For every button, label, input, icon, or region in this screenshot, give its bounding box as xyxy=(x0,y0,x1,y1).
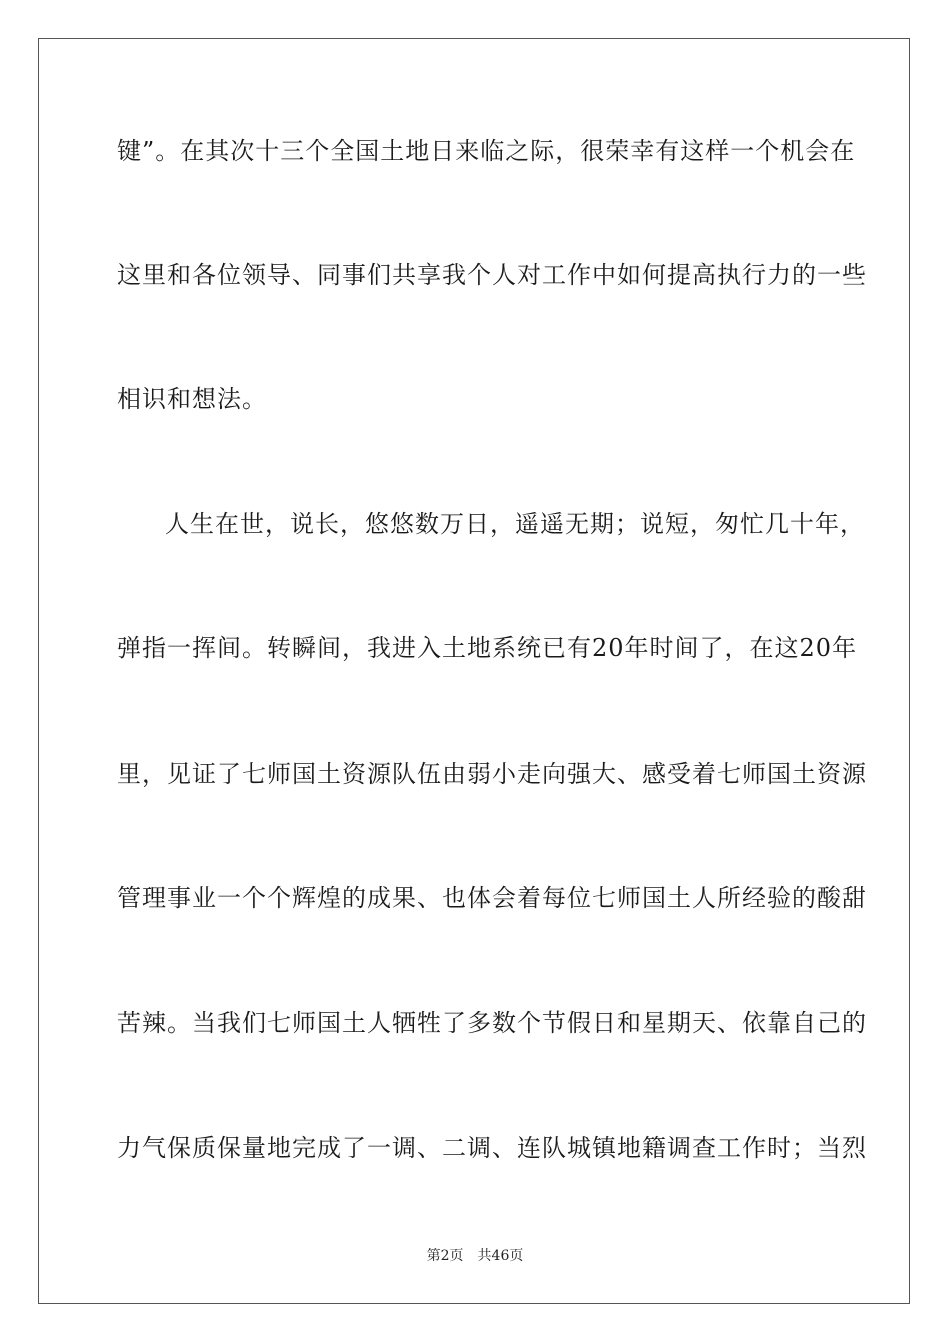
body-text-line-1: 键”。在其次十三个全国土地日来临之际，很荣幸有这样一个机会在 xyxy=(117,137,856,165)
body-text-line-6: 里，见证了七师国土资源队伍由弱小走向强大、感受着七师国土资源 xyxy=(117,760,867,788)
page-border xyxy=(38,38,910,1304)
page-total: 共46页 xyxy=(477,1248,524,1264)
body-text-line-7: 管理事业一个个辉煌的成果、也体会着每位七师国土人所经验的酸甜 xyxy=(117,884,867,912)
body-text-line-2: 这里和各位领导、同事们共享我个人对工作中如何提高执行力的一些 xyxy=(117,261,867,289)
body-text-line-3: 相识和想法。 xyxy=(117,385,267,413)
body-text-line-4: 人生在世，说长，悠悠数万日，遥遥无期；说短，匆忙几十年， xyxy=(165,510,865,538)
body-text-line-8: 苦辣。当我们七师国土人牺牲了多数个节假日和星期天、依靠自己的 xyxy=(117,1009,867,1037)
page-number: 第2页 xyxy=(426,1248,464,1264)
body-text-line-9: 力气保质保量地完成了一调、二调、连队城镇地籍调查工作时；当烈 xyxy=(117,1134,867,1162)
body-text-line-5: 弹指一挥间。转瞬间，我进入土地系统已有20年时间了，在这20年 xyxy=(117,634,858,662)
page-footer xyxy=(0,1247,950,1265)
